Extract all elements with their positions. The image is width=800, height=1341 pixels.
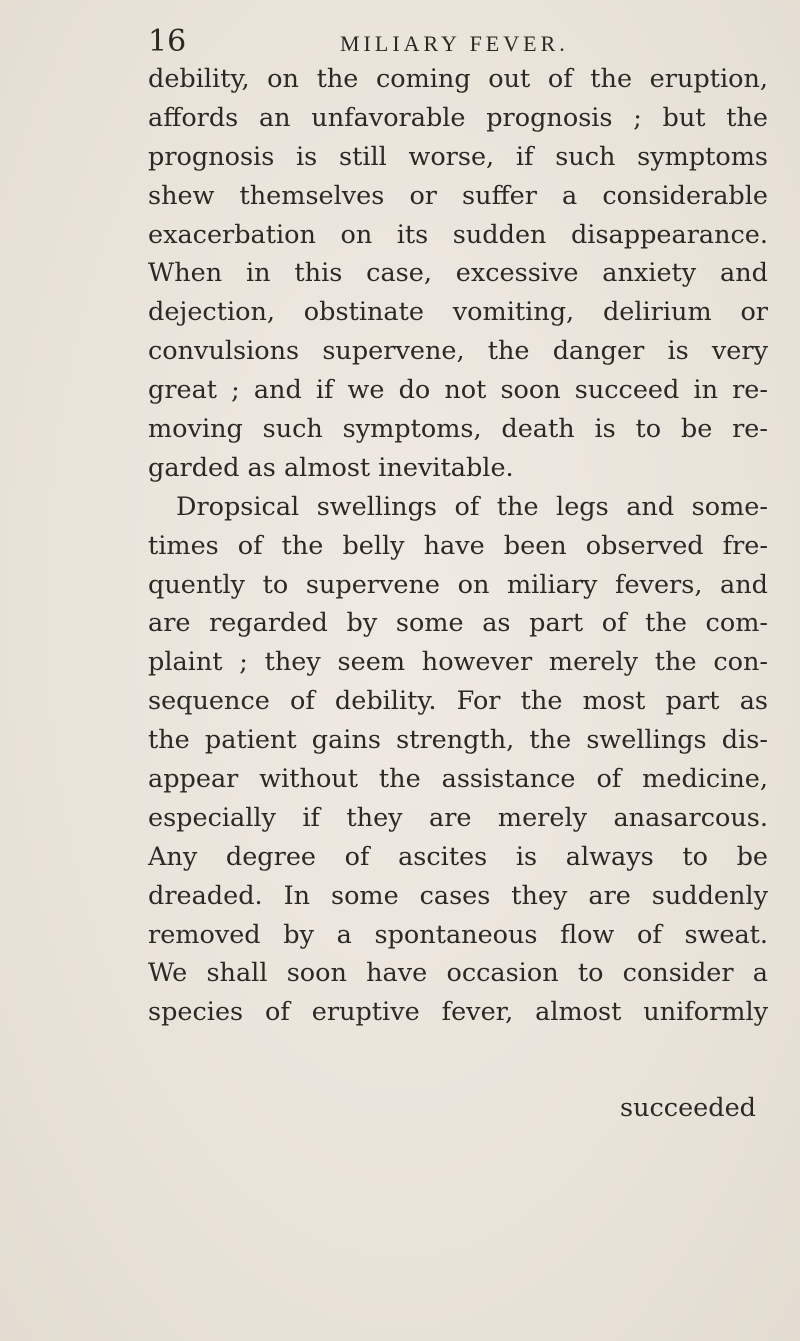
text-line: shew themselves or suffer a considerable bbox=[148, 180, 768, 211]
text-line: sequence of debility. For the most part as bbox=[148, 686, 768, 717]
catchword: succeeded bbox=[620, 1093, 756, 1123]
text-line: the patient gains strength, the swellings dis- bbox=[148, 725, 768, 756]
text-line: exacerbation on its sudden disappearance. bbox=[148, 219, 768, 250]
text-line: convulsions supervene, the danger is very bbox=[148, 336, 768, 367]
text-line: great ; and if we do not soon succeed in re- bbox=[148, 375, 768, 406]
text-line: species of eruptive fever, almost uniformly bbox=[148, 997, 768, 1028]
text-line: appear without the assistance of medicine, bbox=[148, 764, 768, 795]
text-line: debility, on the coming out of the eruption, bbox=[148, 64, 768, 94]
text-line: especially if they are merely anasarcous. bbox=[148, 802, 768, 833]
text-line: moving such symptoms, death is to be re- bbox=[148, 414, 768, 445]
body-text bbox=[148, 60, 768, 1032]
text-line: quently to supervene on miliary fevers, and bbox=[148, 569, 768, 600]
page-header bbox=[148, 22, 788, 62]
text-line: removed by a spontaneous flow of sweat. bbox=[148, 919, 768, 950]
text-line: times of the belly have been observed fre- bbox=[148, 530, 768, 561]
page-number: 16 bbox=[148, 24, 187, 59]
text-line: dreaded. In some cases they are suddenly bbox=[148, 880, 768, 911]
text-line: We shall soon have occasion to consider a bbox=[148, 958, 768, 989]
text-line: are regarded by some as part of the com- bbox=[148, 608, 768, 639]
text-line: plaint ; they seem however merely the con- bbox=[148, 647, 768, 678]
paragraph-end-line: garded as almost inevitable. bbox=[148, 452, 514, 483]
paragraph-start-line: Dropsical swellings of the legs and some- bbox=[176, 491, 768, 522]
running-head: MILIARY FEVER. bbox=[340, 31, 569, 56]
text-line: dejection, obstinate vomiting, delirium or bbox=[148, 297, 768, 328]
text-line: prognosis is still worse, if such symptoms bbox=[148, 141, 768, 172]
text-line: affords an unfavorable prognosis ; but the bbox=[148, 102, 768, 133]
text-line: When in this case, excessive anxiety and bbox=[148, 258, 768, 289]
text-line: Any degree of ascites is always to be bbox=[148, 841, 768, 872]
